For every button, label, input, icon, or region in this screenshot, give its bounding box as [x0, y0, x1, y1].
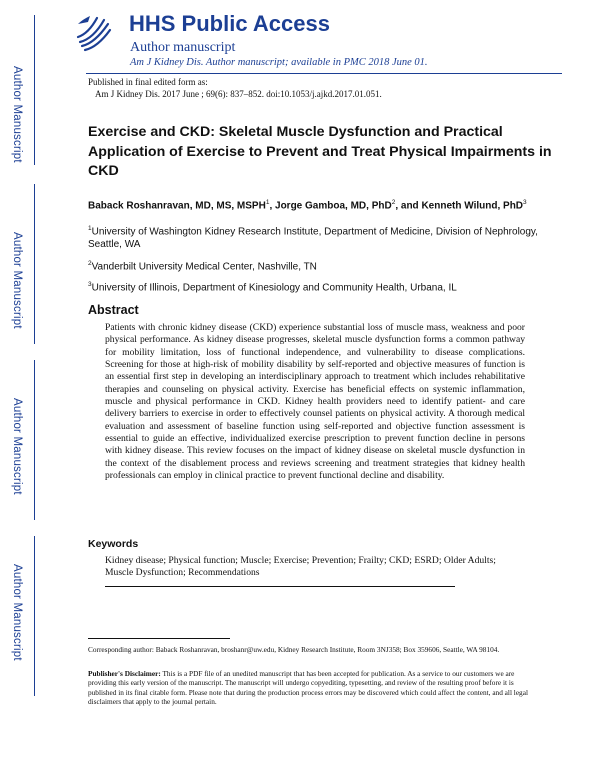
author-affiliation-ref: 1	[265, 199, 270, 206]
keywords-rule	[105, 586, 455, 587]
sidebar-divider-4	[34, 536, 35, 696]
corresponding-author-footnote: Corresponding author: Baback Roshanravan, broshanr@uw.edu, Kidney Research Institute, Room 3NJ358; Box 359606, Seattle, WA 98104.	[88, 645, 500, 654]
published-in-label: Published in final edited form as:	[88, 77, 208, 87]
author-separator: , and	[395, 200, 422, 212]
sidebar-label-author-manuscript-3: Author Manuscript	[11, 398, 23, 495]
publisher-disclaimer-footnote	[88, 669, 528, 707]
journal-availability-line: Am J Kidney Dis. Author manuscript; available in PMC 2018 June 01.	[130, 57, 428, 68]
affiliation-text: University of Illinois, Department of Kinesiology and Community Health, Urbana, IL	[91, 282, 457, 294]
footnote-rule	[88, 638, 230, 639]
keywords-heading: Keywords	[88, 538, 139, 550]
sidebar-divider-3	[34, 360, 35, 520]
author-manuscript-subtitle: Author manuscript	[130, 40, 236, 55]
affiliation-text: Vanderbilt University Medical Center, Nashville, TN	[91, 261, 317, 273]
author-name: Kenneth Wilund, PhD	[421, 200, 524, 212]
abstract-heading: Abstract	[88, 303, 139, 317]
hhs-eagle-logo-icon	[74, 10, 114, 54]
disclaimer-label: Publisher's Disclaimer:	[88, 669, 161, 678]
affiliation-1	[88, 222, 558, 251]
affiliation-text: University of Washington Kidney Research Institute, Department of Medicine, Division of Nephrology, Seattle, WA	[88, 226, 538, 251]
hhs-public-access-title: HHS Public Access	[129, 11, 330, 36]
affiliation-number: 3	[88, 281, 92, 288]
affiliation-number: 2	[88, 260, 92, 267]
abstract-body: Patients with chronic kidney disease (CKD) experience substantial loss of muscle mass, weakness and poor physical performance. As kidney disease progresses, skeletal muscle dysfunction forms a common pathway for mobility limitation, loss of functional independence, and vulnerability to disease complications. Screening for those at high-risk of mobility disability by self-reported and objective measures of function is an essential first step in developing an interdisciplinary approach to treatment which includes rehabilitative therapies and counseling on physical activity. Exercise has beneficial effects on systemic inflammation, muscle and physical performance in CKD. Kidney health providers need to identify patient- and care delivery barriers to exercise in order to effectively counsel patients on physical activity. A thorough medical evaluation and assessment of baseline function using self-reported and objective function assessment is essential to guide an effective, individualized exercise prescription to prevent function decline in persons with kidney disease. This review focuses on the impact of kidney disease on skeletal muscle dysfunction in the context of the disablement process and reviews screening and treatment strategies that kidney health professionals can employ in clinical practice to prevent functional decline and disability.	[105, 322, 525, 482]
author-affiliation-ref: 3	[523, 199, 527, 206]
disclaimer-text: This is a PDF file of an unedited manuscript that has been accepted for publication. As a service to our customers we are providing this early version of the manuscript. The manuscript will undergo copyediting, typesetting, and review of the resulting proof before it is published in its final citable form. Please note that during the production process errors may be discovered which could affect the content, and all legal disclaimers that apply to the journal pertain.	[88, 669, 528, 707]
author-separator: ,	[269, 200, 276, 212]
author-affiliation-ref: 2	[391, 199, 396, 206]
sidebar-label-author-manuscript-2: Author Manuscript	[11, 232, 23, 329]
article-title: Exercise and CKD: Skeletal Muscle Dysfunction and Practical Application of Exercise to Prevent and Treat Physical Impairments in CKD	[88, 124, 552, 179]
author-name: Jorge Gamboa, MD, PhD	[275, 200, 392, 212]
header-rule	[86, 73, 562, 74]
affiliation-2	[88, 257, 558, 273]
affiliation-3	[88, 278, 558, 294]
sidebar-label-author-manuscript-1: Author Manuscript	[11, 66, 23, 163]
sidebar-divider-1	[34, 15, 35, 165]
author-list	[88, 196, 558, 212]
sidebar-divider-2	[34, 184, 35, 344]
affiliation-number: 1	[88, 225, 92, 232]
sidebar-label-author-manuscript-4: Author Manuscript	[11, 564, 23, 661]
keywords-list: Kidney disease; Physical function; Muscle; Exercise; Prevention; Frailty; CKD; ESRD; Older Adults; Muscle Dysfunction; Recommendations	[105, 555, 496, 579]
author-name: Baback Roshanravan, MD, MS, MSPH	[88, 200, 266, 212]
citation-line: Am J Kidney Dis. 2017 June ; 69(6): 837–852. doi:10.1053/j.ajkd.2017.01.051.	[95, 89, 382, 99]
